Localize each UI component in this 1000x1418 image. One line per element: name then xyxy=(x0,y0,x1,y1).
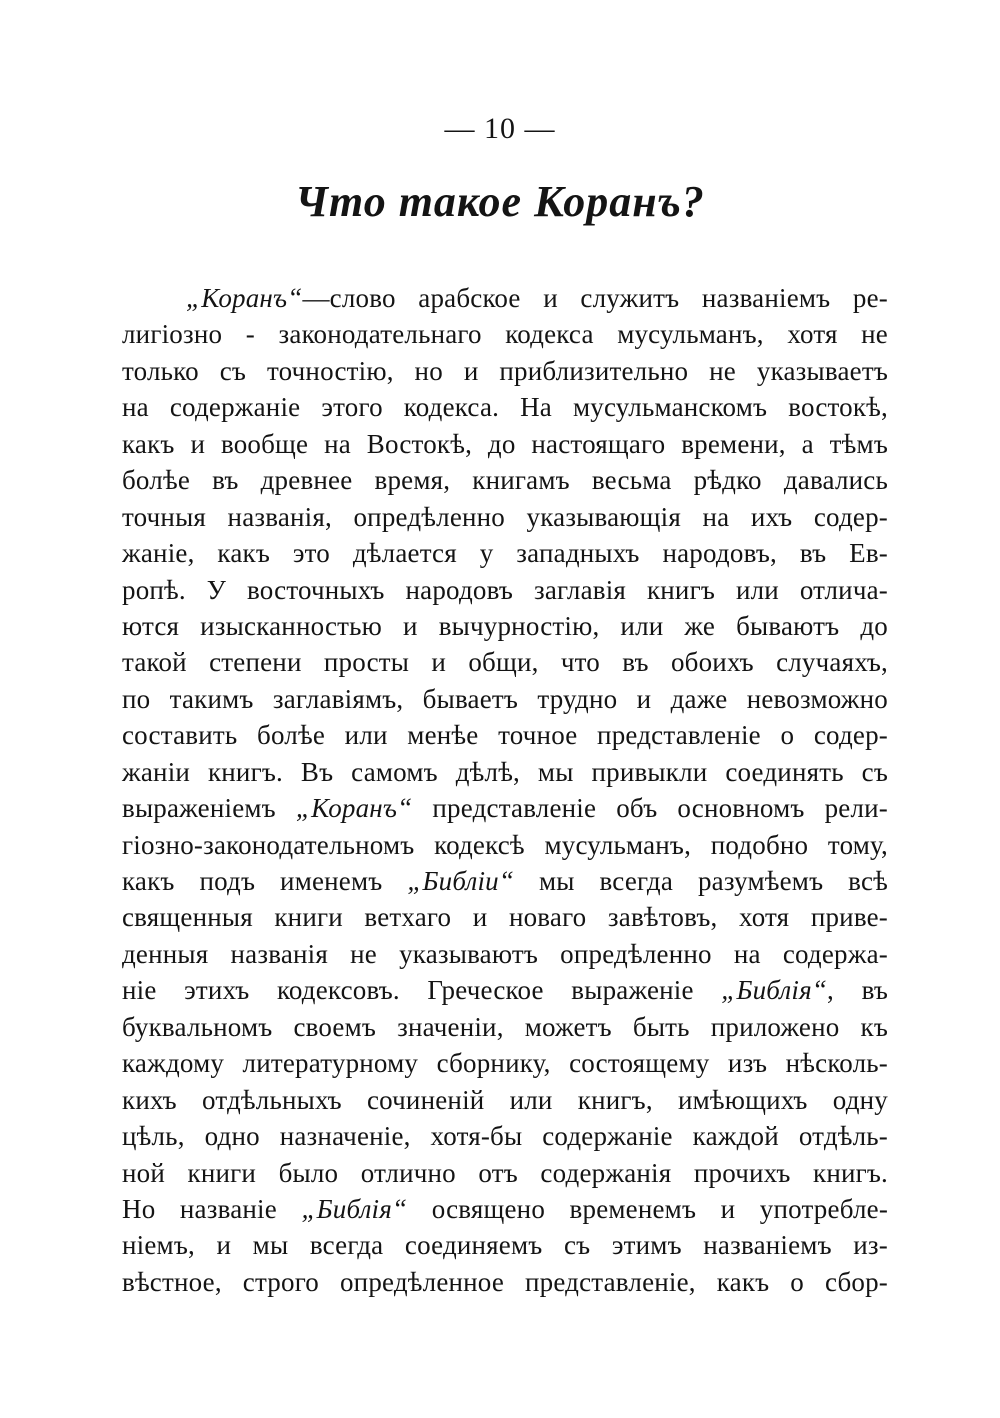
line-text: —слово арабское и служитъ названіемъ ре- xyxy=(302,283,888,313)
line-text: кихъ отдѣльныхъ сочиненій или книгъ, имѣющихъ одну xyxy=(122,1084,888,1115)
line-text: точныя названія, опредѣленно указывающія на ихъ содер- xyxy=(122,501,888,532)
text-line xyxy=(122,353,888,389)
line-text: какъ подъ именемъ xyxy=(122,866,408,896)
text-line xyxy=(122,936,888,972)
line-text: такой степени просты и общи, что въ обоихъ случаяхъ, xyxy=(122,647,888,678)
text-line xyxy=(122,316,888,352)
text-line xyxy=(122,1264,888,1300)
text-line xyxy=(122,535,888,571)
quoted-term: „Библія“ xyxy=(721,975,828,1006)
text-line xyxy=(122,572,888,608)
text-line xyxy=(122,644,888,680)
line-text: освящено временемъ и употребле- xyxy=(407,1193,889,1224)
line-text: представленіе объ основномъ рели- xyxy=(412,793,888,824)
text-line xyxy=(122,426,888,462)
line-text: денныя названія не указываютъ опредѣленно на содержа- xyxy=(122,938,888,969)
text-line xyxy=(122,681,888,717)
text-line xyxy=(122,499,888,535)
text-line xyxy=(122,1155,888,1191)
line-text: выраженіемъ xyxy=(122,793,296,824)
line-text: гіозно-законодательномъ кодексѣ мусульманъ, подобно тому, xyxy=(122,829,888,860)
text-line xyxy=(122,1082,888,1118)
text-line xyxy=(122,790,888,826)
quoted-term: „Библія“ xyxy=(301,1193,408,1224)
line-text: вѣстное, строго опредѣленное представленіе, какъ о сбор- xyxy=(122,1266,888,1297)
line-text: лигіозно - законодательнаго кодекса мусульманъ, хотя не xyxy=(122,319,888,350)
line-text: мы всегда разумѣемъ всѣ xyxy=(514,866,888,896)
text-line xyxy=(122,1009,888,1045)
text-line xyxy=(122,717,888,753)
line-text: ются изысканностью и вычурностію, или же бываютъ до xyxy=(122,610,888,641)
line-text: ной книги было отлично отъ содержанія прочихъ книгъ. xyxy=(122,1157,888,1188)
quoted-term: „Библіи“ xyxy=(407,866,515,896)
line-text: составить болѣе или менѣе точное представленіе о содер- xyxy=(122,720,888,751)
page-number: — 10 — xyxy=(444,112,556,145)
line-text: болѣе въ древнее время, книгамъ весьма рѣдко давались xyxy=(122,465,888,496)
text-line xyxy=(122,1118,888,1154)
line-text: на содержаніе этого кодекса. На мусульманскомъ востокѣ, xyxy=(122,392,888,423)
text-line xyxy=(122,899,888,935)
line-text: только съ точностію, но и приблизительно не указываетъ xyxy=(122,355,888,386)
line-text: Но названіе xyxy=(122,1193,302,1224)
line-text: цѣль, одно назначеніе, хотя-бы содержаніе каждой отдѣль- xyxy=(122,1121,888,1152)
quoted-term: „Коранъ“ xyxy=(295,793,413,824)
text-line xyxy=(122,827,888,863)
line-text: буквальномъ своемъ значеніи, можетъ быть приложено къ xyxy=(122,1011,888,1042)
text-line xyxy=(122,462,888,498)
text-line xyxy=(122,1191,888,1227)
line-text: священныя книги ветхаго и новаго завѣтовъ, хотя приве- xyxy=(122,902,888,933)
text-line xyxy=(122,1227,888,1263)
body-text xyxy=(122,280,888,1300)
line-text: ніемъ, и мы всегда соединяемъ съ этимъ названіемъ из- xyxy=(122,1230,888,1261)
line-text: ніе этихъ кодексовъ. Греческое выраженіе xyxy=(122,975,722,1006)
line-text: жаніи книгъ. Въ самомъ дѣлѣ, мы привыкли соединять съ xyxy=(122,756,888,787)
text-line xyxy=(122,972,888,1008)
line-text: по такимъ заглавіямъ, бываетъ трудно и даже невозможно xyxy=(122,683,888,714)
quoted-term: „Коранъ“ xyxy=(186,283,303,313)
chapter-title: Что такое Коранъ? xyxy=(295,177,705,226)
text-line xyxy=(122,754,888,790)
line-text: ропѣ. У восточныхъ народовъ заглавія книгъ или отлича- xyxy=(122,574,888,605)
line-text: , въ xyxy=(827,975,889,1006)
text-line xyxy=(122,389,888,425)
text-line xyxy=(122,1045,888,1081)
text-line xyxy=(122,608,888,644)
line-text: какъ и вообще на Востокѣ, до настоящаго времени, а тѣмъ xyxy=(122,428,888,459)
text-line xyxy=(122,863,888,899)
line-text: жаніе, какъ это дѣлается у западныхъ народовъ, въ Ев- xyxy=(122,538,888,569)
text-line xyxy=(122,280,888,316)
line-text: каждому литературному сборнику, состоящему изъ нѣсколь- xyxy=(122,1048,888,1079)
